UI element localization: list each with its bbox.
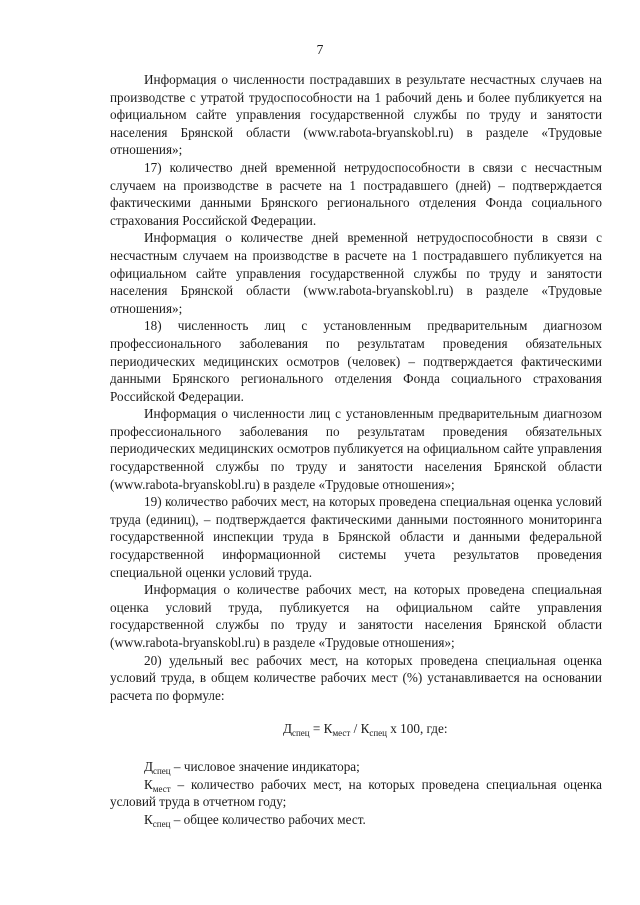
definition-subscript: спец xyxy=(153,765,171,776)
definition-item xyxy=(110,811,602,829)
definition-text: – числовое значение индикатора; xyxy=(170,758,360,774)
definition-symbol: К xyxy=(144,811,153,827)
paragraph: 20) удельный вес рабочих мест, на которых проведена специальная оценка условий труда, в общем количестве рабочих мест (%) устанавливается на основании расчета по формуле: xyxy=(110,652,602,703)
page-number: 7 xyxy=(316,42,324,57)
formula-symbol: К xyxy=(323,721,333,737)
paragraph: Информация о количестве рабочих мест, на которых проведена специальная оценка условий труда, публикуется на официальном сайте управления государственной службы по труду и занятости населения Брянской области (www.rabota-bryanskobl.ru) в разделе «Трудовые отношения»; xyxy=(110,582,602,650)
formula-operator: / xyxy=(350,721,361,737)
paragraph: Информация о численности лиц с установленным предварительным диагнозом профессионального заболевания по результатам проведения обязательных периодических медицинских осмотров публикуется на официальном сайте управления государственной службы по труду и занятости населения Брянской области (www.rabota-bryanskobl.ru) в разделе «Трудовые отношения»; xyxy=(110,406,602,492)
paragraph: Информация о численности пострадавших в результате несчастных случаев на производстве с утратой трудоспособности на 1 рабочий день и более публикуется на официальном сайте управления государственной службы по труду и занятости населения Брянской области (www.rabota-bryanskobl.ru) в разделе «Трудовые отношения»; xyxy=(110,72,602,158)
formula-subscript: мест xyxy=(332,728,351,739)
paragraph: 17) количество дней временной нетрудоспособности в связи с несчастным случаем на производстве в расчете на 1 пострадавшего (дней) – подтверждается фактическими данными Брянского регионального отделения Фонда социального страхования Российской Федерации. xyxy=(110,159,602,228)
definition-item xyxy=(110,776,602,811)
document-body xyxy=(110,71,602,828)
formula-symbol: К xyxy=(360,721,370,737)
definition-text: – общее количество рабочих мест. xyxy=(170,811,366,827)
paragraph: Информация о количестве дней временной нетрудоспособности в связи с несчастным случаем на производстве в расчете на 1 пострадавшего публикуется на официальном сайте управления государственной службы по труду и занятости населения Брянской области (www.rabota-bryanskobl.ru) в разделе «Трудовые отношения»; xyxy=(110,230,602,316)
definition-subscript: спец xyxy=(152,818,171,829)
definition-item xyxy=(110,758,602,776)
definition-text: – количество рабочих мест, на которых проведена специальная оценка условий труда в отчетном году; xyxy=(110,776,602,810)
formula-subscript: спец xyxy=(292,728,310,739)
formula-tail: х 100, где: xyxy=(386,721,448,737)
formula xyxy=(110,720,602,738)
formula-operator: = xyxy=(309,721,324,737)
definition-subscript: мест xyxy=(152,783,171,794)
paragraph: 18) численность лиц с установленным предварительным диагнозом профессионального заболевания по результатам проведения обязательных периодических медицинских осмотров (человек) – подтверждается фактическими данными Брянского регионального отделения Фонда социального страхования Российской Федерации. xyxy=(110,318,602,404)
formula-symbol: Д xyxy=(283,721,292,737)
definition-symbol: К xyxy=(144,776,153,792)
definition-symbol: Д xyxy=(144,758,153,774)
paragraph: 19) количество рабочих мест, на которых проведена специальная оценка условий труда (единиц), – подтверждается фактическими данными постоянного мониторинга государственной инспекции труда в Брянской области и данными федеральной государственной информационной системы учета результатов проведения специальной оценки условий труда. xyxy=(110,494,602,580)
formula-subscript: спец xyxy=(369,728,387,739)
